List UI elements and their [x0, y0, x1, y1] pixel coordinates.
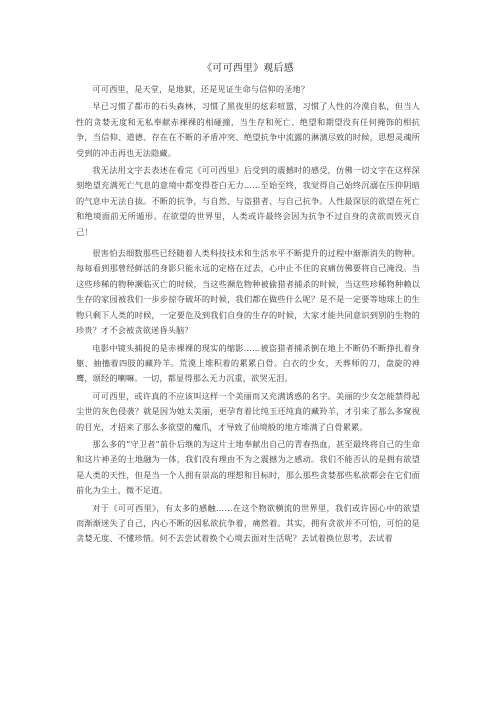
paragraph-1: 可可西里，是天堂，是地狱，还是见证生命与信仰的圣地？: [92, 84, 310, 94]
paragraph-4: 很害怕去细数那些已经随着人类科技技术和生活水平不断提升的过程中渐渐消失的物种。每每看到那曾经鲜活的身影只能永远的定格在过去，心中止不住的哀痛仿佛要将自己淹没。当这些珍稀的物种濒临灭亡的时候，当这些濒危物种被偷猎者捕杀的时候，当这些珍稀物种赖以生存的家园被我们一步步掠夺破坏的时候，我们都在做些什么呢？是不是一定要等地球上的生物只剩下人类的时候，一定要危及到我们自身的生存的时候，大家才能共同意识到别的生物的珍贵？才不会被贪欲迷昏头脑？: [76, 248, 420, 336]
page-title: 《可可西里》观后感: [202, 63, 294, 74]
article-body: [76, 82, 420, 549]
paragraph-7: 那么多的“守卫者”前仆后继的为这片土地奉献出自己的青春热血，甚至最终将自己的生命和这片神圣的土地融为一体，我们没有理由不为之震撼为之感动。我们不能否认的是拥有欲望是人类的天性，但是当一个人拥有崇高的理想和目标时，那么那些贪婪那些私欲都会在它们面前化为尘土，微不足道。: [76, 438, 420, 496]
paragraph-5: 电影中镜头捕捉的是赤裸裸的现实的缩影……被盗猎者捕杀倒在地上不断仍不断挣扎着身躯、抽搐着四肢的藏羚羊。荒漠上堆积着的累累白骨。白衣的少女，天葬师的刀，盘旋的神鹰，颂经的喇嘛。一切，都显得那么无力沉重，欲哭无泪。: [76, 342, 420, 384]
paragraph-2: 早已习惯了都市的石头森林，习惯了黑夜里的炫彩喧嚣，习惯了人性的冷漠自私，但当人性的贪婪无度和无私奉献赤裸裸的相碰撞，当生存和死亡、绝望和期望没有任何掩饰的相抗争，当信仰、道德、存在在不断的矛盾冲突、绝望抗争中流露的淋漓尽致的时候，思想灵魂所受到的冲击再也无法隐藏。: [76, 101, 420, 158]
paragraph-3: 我无法用文字去表述在看完《可可西里》后受到的震撼时的感受，仿佛一切文字在这样深刻绝望充满死亡气息的意境中都变得苍白无力……至始至终，我觉得自己始终沉溺在压抑阴暗的气息中无法自拔。不断的抗争，与自然、与盗猎者、与自己抗争。人性最深层的欲望在死亡和绝境面前无所遁形。在欲望的世界里，人类或许最终会因为抗争不过自身的贪欲而毁灭自己！: [76, 165, 420, 237]
paragraph-8: 对于《可可西里》，有太多的感触……在这个物欲横流的世界里，我们或许因心中的欲望而渐渐迷失了自己，内心不断的因私欲抗争着，痛然着。其实，拥有贪欲并不可怕，可怕的是贪婪无度、不懂珍惜。何不去尝试着换个心境去面对生活呢？去试着换位思考，去试着: [76, 502, 420, 544]
paragraph-6: 可可西里，或许真的不应该叫这样一个美丽而又充满诱惑的名字。美丽的少女怎能禁得起尘世的灰色侵袭？就是因为她太美丽，更孕育着比纯玉还纯真的藏羚羊，才引来了那么多窥视的目光，才招来了那么多欲望的魔爪，才导致了仙境般的地方堆满了白骨累累。: [76, 390, 420, 432]
